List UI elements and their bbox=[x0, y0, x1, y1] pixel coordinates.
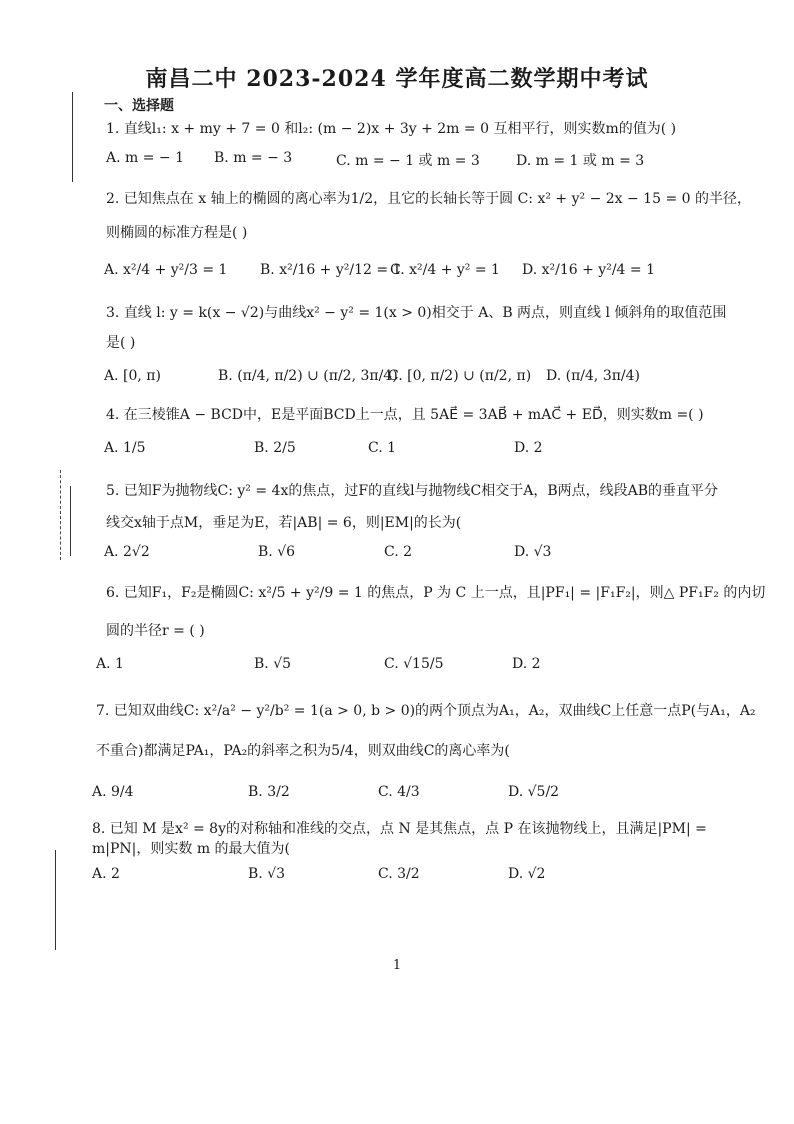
question-3-option-b: B. (π/4, π/2) ∪ (π/2, 3π/4) bbox=[218, 368, 398, 384]
question-2-option-c: C. x²/4 + y² = 1 bbox=[390, 262, 500, 278]
question-3-option-d: D. (π/4, 3π/4) bbox=[546, 368, 641, 384]
question-6-option-d: D. 2 bbox=[512, 656, 541, 672]
question-4-option-b: B. 2/5 bbox=[254, 440, 296, 456]
question-7-stem-cont: 不重合)都满足PA₁，PA₂的斜率之积为5/4，则双曲线C的离心率为( bbox=[96, 743, 510, 759]
question-7-stem: 7. 已知双曲线C: x²/a² − y²/b² = 1(a > 0, b > 0)的两个顶点为A₁，A₂，双曲线C上任意一点P(与A₁，A₂ bbox=[96, 703, 756, 719]
question-7-option-a: A. 9/4 bbox=[92, 784, 134, 800]
question-2-option-a: A. x²/4 + y²/3 = 1 bbox=[104, 262, 228, 278]
question-8-option-d: D. √2 bbox=[508, 866, 546, 882]
page-number: 1 bbox=[392, 958, 402, 973]
question-6-stem-cont: 圆的半径r = ( ) bbox=[106, 623, 205, 639]
question-7-option-c: C. 4/3 bbox=[378, 784, 420, 800]
question-6-option-a: A. 1 bbox=[96, 656, 124, 672]
question-7-option-d: D. √5/2 bbox=[508, 784, 560, 800]
question-1-option-d: D. m = 1 或 m = 3 bbox=[516, 153, 645, 169]
question-6-option-c: C. √15/5 bbox=[384, 656, 444, 672]
question-5-option-a: A. 2√2 bbox=[104, 544, 150, 560]
question-2-stem: 2. 已知焦点在 x 轴上的椭圆的离心率为1/2，且它的长轴长等于圆 C: x² + y² − 2x − 15 = 0 的半径， bbox=[106, 191, 751, 207]
question-1-stem: 1. 直线l₁: x + my + 7 = 0 和l₂: (m − 2)x + 3y + 2m = 0 互相平行，则实数m的值为( ) bbox=[106, 121, 677, 137]
question-7-option-b: B. 3/2 bbox=[248, 784, 290, 800]
question-5-option-c: C. 2 bbox=[384, 544, 413, 560]
question-3-stem: 3. 直线 l: y = k(x − √2)与曲线x² − y² = 1(x > 0)相交于 A、B 两点，则直线 l 倾斜角的取值范围 bbox=[106, 305, 727, 321]
section-heading: 一、选择题 bbox=[104, 98, 174, 114]
question-1-option-c: C. m = − 1 或 m = 3 bbox=[336, 153, 480, 169]
question-5-stem-cont: 线交x轴于点M，垂足为E，若|AB| = 6，则|EM|的长为( bbox=[106, 515, 462, 531]
question-4-option-c: C. 1 bbox=[368, 440, 397, 456]
question-6-stem: 6. 已知F₁，F₂是椭圆C: x²/5 + y²/9 = 1 的焦点，P 为 C 上一点，且|PF₁| = |F₁F₂|，则△ PF₁F₂ 的内切 bbox=[106, 585, 766, 601]
scan-mark bbox=[72, 92, 73, 182]
question-4-option-a: A. 1/5 bbox=[104, 440, 146, 456]
question-1-option-b: B. m = − 3 bbox=[214, 150, 293, 166]
question-4-option-d: D. 2 bbox=[514, 440, 543, 456]
question-3-option-a: A. [0, π) bbox=[104, 368, 161, 384]
question-5-option-d: D. √3 bbox=[514, 544, 552, 560]
question-5-option-b: B. √6 bbox=[258, 544, 296, 560]
question-2-option-b: B. x²/16 + y²/12 = 1 bbox=[260, 262, 402, 278]
page-title: 南昌二中 2023-2024 学年度高二数学期中考试 bbox=[145, 66, 649, 92]
question-8-option-a: A. 2 bbox=[92, 866, 120, 882]
question-8-stem-cont: m|PN|，则实数 m 的最大值为( bbox=[92, 841, 291, 857]
scan-mark bbox=[55, 850, 56, 950]
scan-mark bbox=[60, 470, 61, 560]
question-2-stem-cont: 则椭圆的标准方程是( ) bbox=[106, 225, 248, 241]
question-3-stem-cont: 是( ) bbox=[106, 335, 136, 351]
question-8-stem: 8. 已知 M 是x² = 8y的对称轴和准线的交点，点 N 是其焦点，点 P 在该抛物线上，且满足|PM| = bbox=[92, 821, 707, 837]
question-6-option-b: B. √5 bbox=[254, 656, 292, 672]
question-2-option-d: D. x²/16 + y²/4 = 1 bbox=[522, 262, 655, 278]
question-8-option-b: B. √3 bbox=[248, 866, 286, 882]
question-8-option-c: C. 3/2 bbox=[378, 866, 420, 882]
question-4-stem: 4. 在三棱锥A − BCD中，E是平面BCD上一点，且 5AE⃗ = 3AB⃗ + mAC⃗ + ED⃗，则实数m =( ) bbox=[106, 407, 704, 423]
question-1-option-a: A. m = − 1 bbox=[106, 150, 185, 166]
question-3-option-c: C. [0, π/2) ∪ (π/2, π) bbox=[388, 368, 532, 384]
scan-mark bbox=[70, 486, 71, 556]
question-5-stem: 5. 已知F为抛物线C: y² = 4x的焦点，过F的直线l与抛物线C相交于A，B两点，线段AB的垂直平分 bbox=[106, 483, 719, 499]
